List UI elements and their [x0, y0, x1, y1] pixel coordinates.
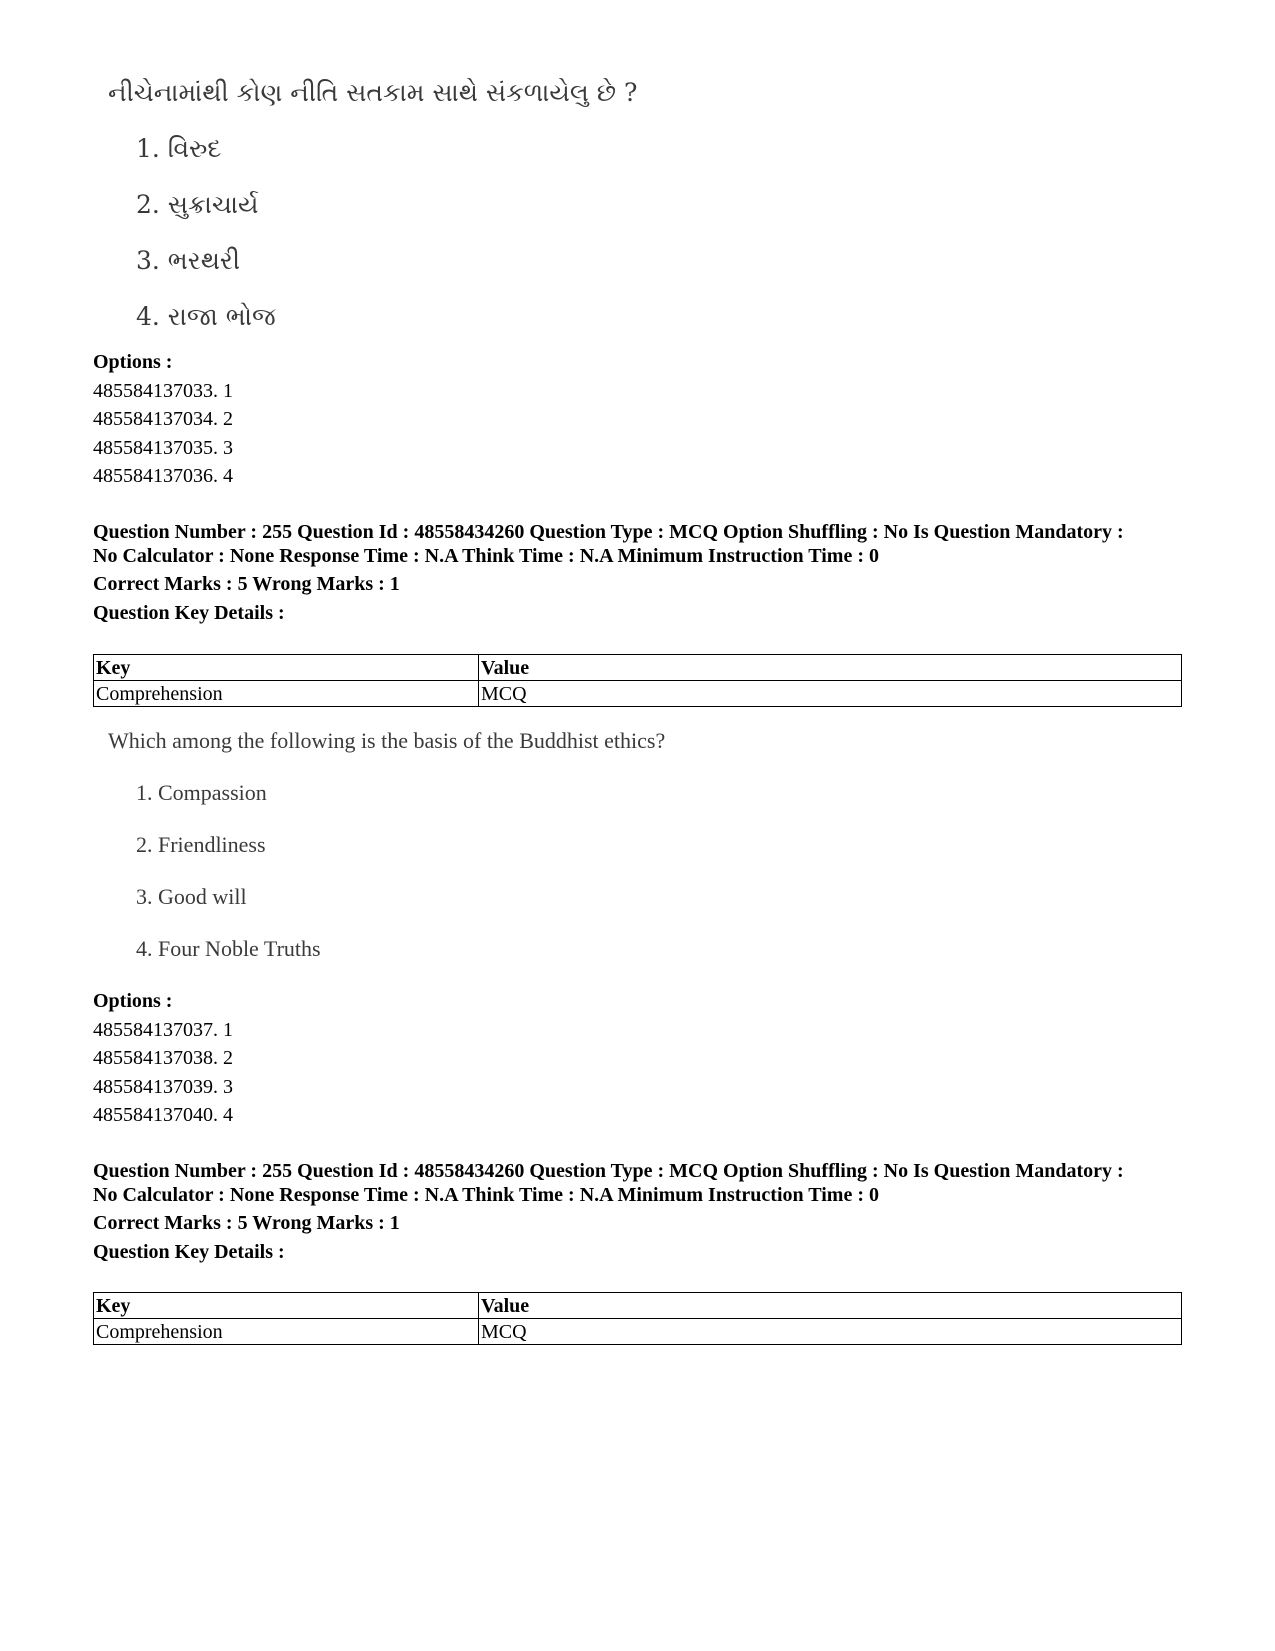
table-header-row [94, 655, 1182, 681]
question-choice-4: 4. Four Noble Truths [136, 936, 321, 961]
option-item: 485584137035. 3 [93, 436, 233, 459]
question-choice-2: 2. સુક્રાચાર્ય [136, 190, 259, 219]
option-item: 485584137036. 4 [93, 465, 233, 487]
option-item: 485584137037. 1 [93, 1018, 233, 1041]
question-meta-line-1: Question Number : 255 Question Id : 48558434260 Question Type : MCQ Option Shuffling : No Is Question Mandatory : [93, 521, 1124, 543]
marks-line: Correct Marks : 5 Wrong Marks : 1 [93, 1212, 400, 1234]
options-label: Options : [93, 351, 173, 373]
question-choice-3: 3. ભરથરી [136, 246, 240, 275]
marks-line: Correct Marks : 5 Wrong Marks : 1 [93, 573, 400, 595]
option-item: 485584137038. 2 [93, 1047, 233, 1069]
question-meta-line-2: No Calculator : None Response Time : N.A Think Time : N.A Minimum Instruction Time : 0 [93, 544, 879, 567]
table-header-key: Key [94, 1293, 479, 1319]
options-block [93, 348, 233, 491]
option-item: 485584137034. 2 [93, 408, 233, 430]
table-header-value: Value [479, 1293, 1182, 1319]
question-choice-3: 3. Good will [136, 884, 247, 909]
key-details-table [93, 654, 1182, 707]
options-block [93, 987, 233, 1130]
option-item: 485584137033. 1 [93, 379, 233, 402]
table-cell-value: MCQ [479, 1319, 1182, 1345]
question-meta-line-2: No Calculator : None Response Time : N.A Think Time : N.A Minimum Instruction Time : 0 [93, 1183, 879, 1206]
question-text: નીચેનામાંથી કોણ નીતિ સતકામ સાથે સંકળાયેલુ છે ? [108, 78, 638, 107]
table-cell-key: Comprehension [94, 1319, 479, 1345]
table-row [94, 681, 1182, 707]
question-choice-1: 1. Compassion [136, 780, 267, 805]
table-header-row [94, 1293, 1182, 1319]
question-text: Which among the following is the basis of the Buddhist ethics? [108, 728, 666, 753]
question-meta-line-1: Question Number : 255 Question Id : 48558434260 Question Type : MCQ Option Shuffling : No Is Question Mandatory : [93, 1160, 1124, 1182]
question-meta [93, 1160, 1183, 1264]
table-header-value: Value [479, 655, 1182, 681]
key-details-heading: Question Key Details : [93, 601, 285, 624]
key-details-table [93, 1292, 1182, 1345]
key-details-heading: Question Key Details : [93, 1240, 285, 1263]
table-cell-value: MCQ [479, 681, 1182, 707]
question-meta [93, 521, 1183, 625]
question-choice-4: 4. રાજા ભોજ [136, 302, 276, 331]
option-item: 485584137040. 4 [93, 1104, 233, 1126]
table-row [94, 1319, 1182, 1345]
table-header-key: Key [94, 655, 479, 681]
option-item: 485584137039. 3 [93, 1075, 233, 1098]
table-cell-key: Comprehension [94, 681, 479, 707]
options-label: Options : [93, 990, 173, 1012]
question-choice-2: 2. Friendliness [136, 832, 266, 857]
question-choice-1: 1. વિરુદ [136, 134, 222, 163]
